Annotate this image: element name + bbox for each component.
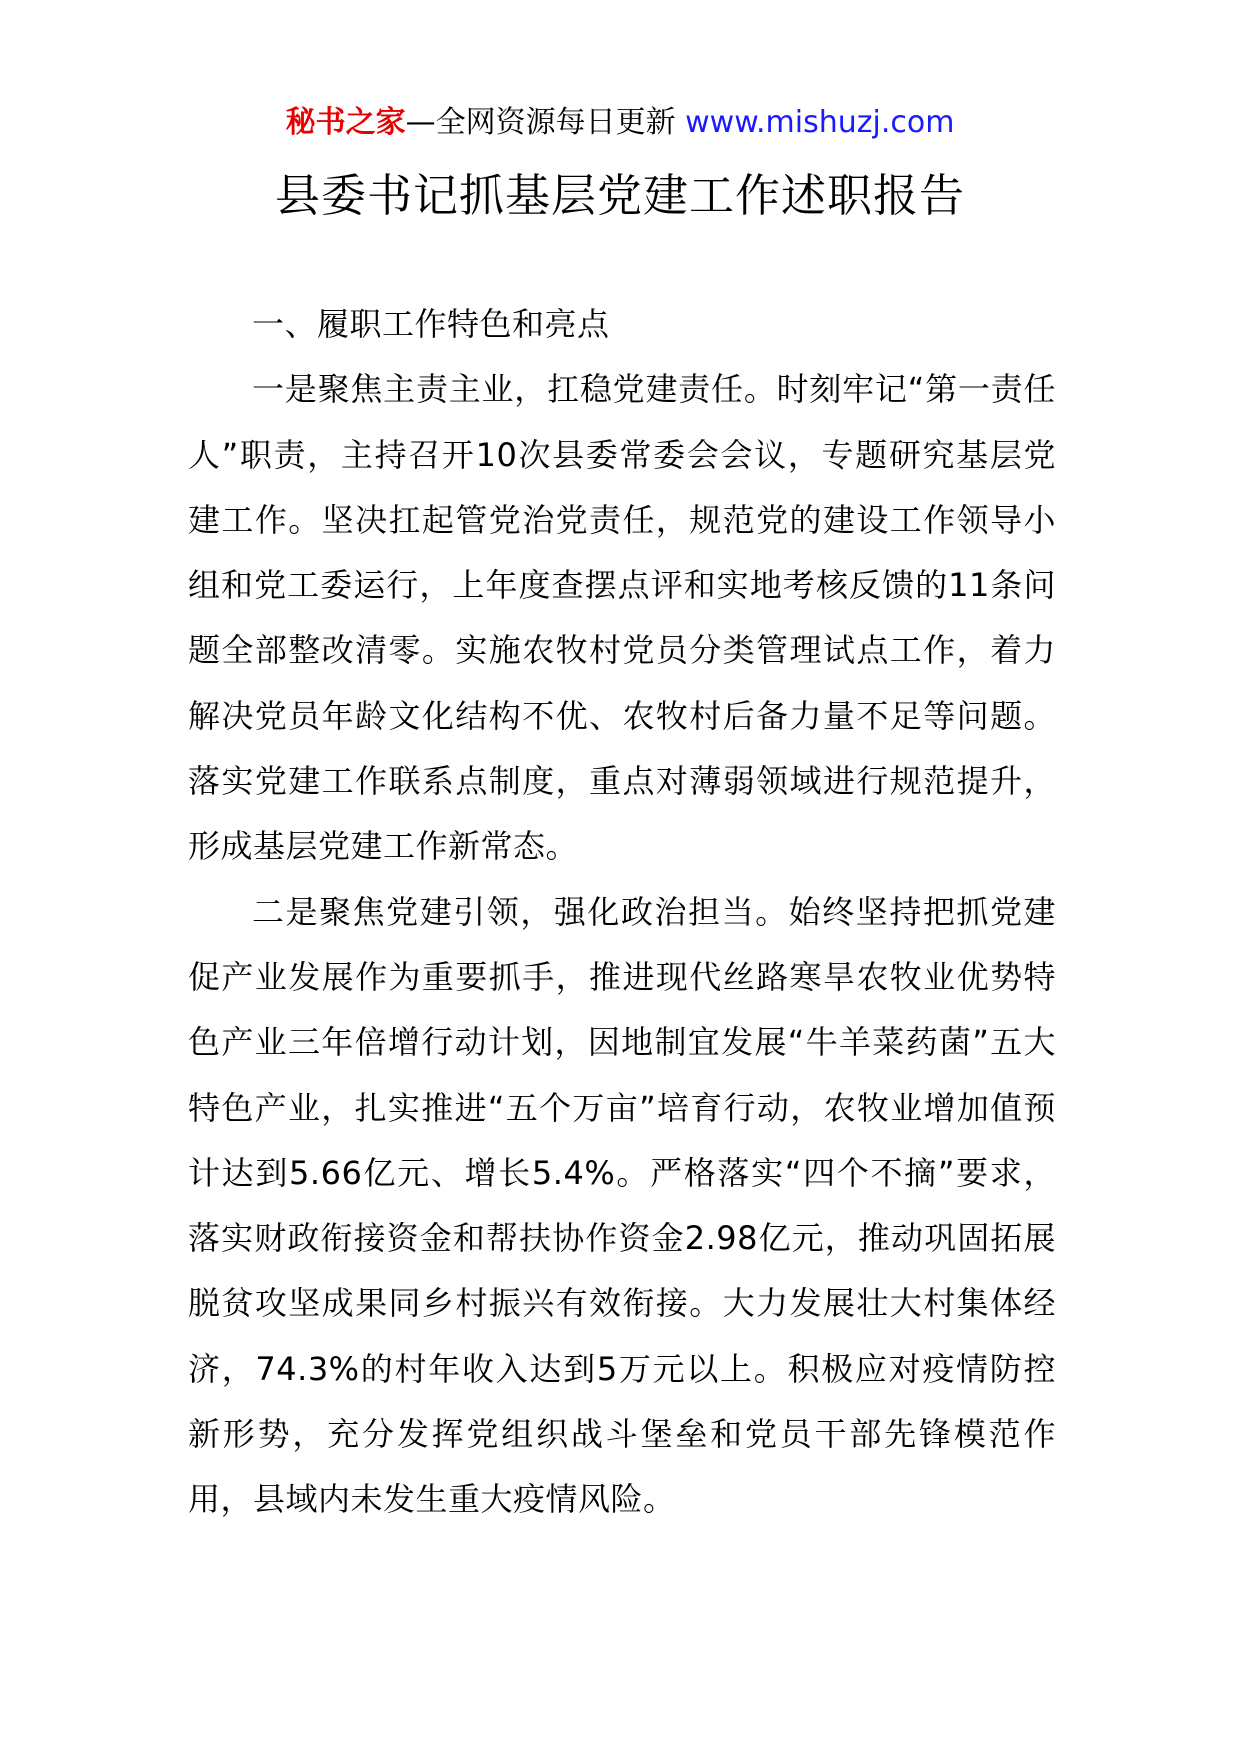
body-paragraph: 二是聚焦党建引领，强化政治担当。始终坚持把抓党建促产业发展作为重要抓手，推进现代丝路寒旱农牧业优势特色产业三年倍增行动计划，因地制宜发展“牛羊菜药菌”五大特色产业，扎实推进“五个万亩”培育行动，农牧业增加值预计达到5.66亿元、增长5.4%。严格落实“四个不摘”要求，落实财政衔接资金和帮扶协作资金2.98亿元，推动巩固拓展脱贫攻坚成果同乡村振兴有效衔接。大力发展壮大村集体经济，74.3%的村年收入达到5万元以上。积极应对疫情防控新形势，充分发挥党组织战斗堡垒和党员干部先锋模范作用，县域内未发生重大疫情风险。 [188,892,1056,1519]
document-title: 县委书记抓基层党建工作述职报告 [274,169,965,222]
site-slogan: —全网资源每日更新 [405,105,676,140]
body-paragraph: 一是聚焦主责主业，扛稳党建责任。时刻牢记“第一责任人”职责，主持召开10次县委常委会会议，专题研究基层党建工作。坚决扛起管党治党责任，规范党的建设工作领导小组和党工委运行，上年度查摆点评和实地考核反馈的11条问题全部整改清零。实施农牧村党员分类管理试点工作，着力解决党员年龄文化结构不优、农牧村后备力量不足等问题。落实党建工作联系点制度，重点对薄弱领域进行规范提升，形成基层党建工作新常态。 [188,370,1056,866]
site-url-link[interactable]: www.mishuzj.com [685,105,955,140]
site-brand: 秘书之家 [285,105,406,140]
site-header [0,100,1240,146]
document-body [188,292,1056,1533]
section-heading: 一、履职工作特色和亮点 [252,305,610,343]
